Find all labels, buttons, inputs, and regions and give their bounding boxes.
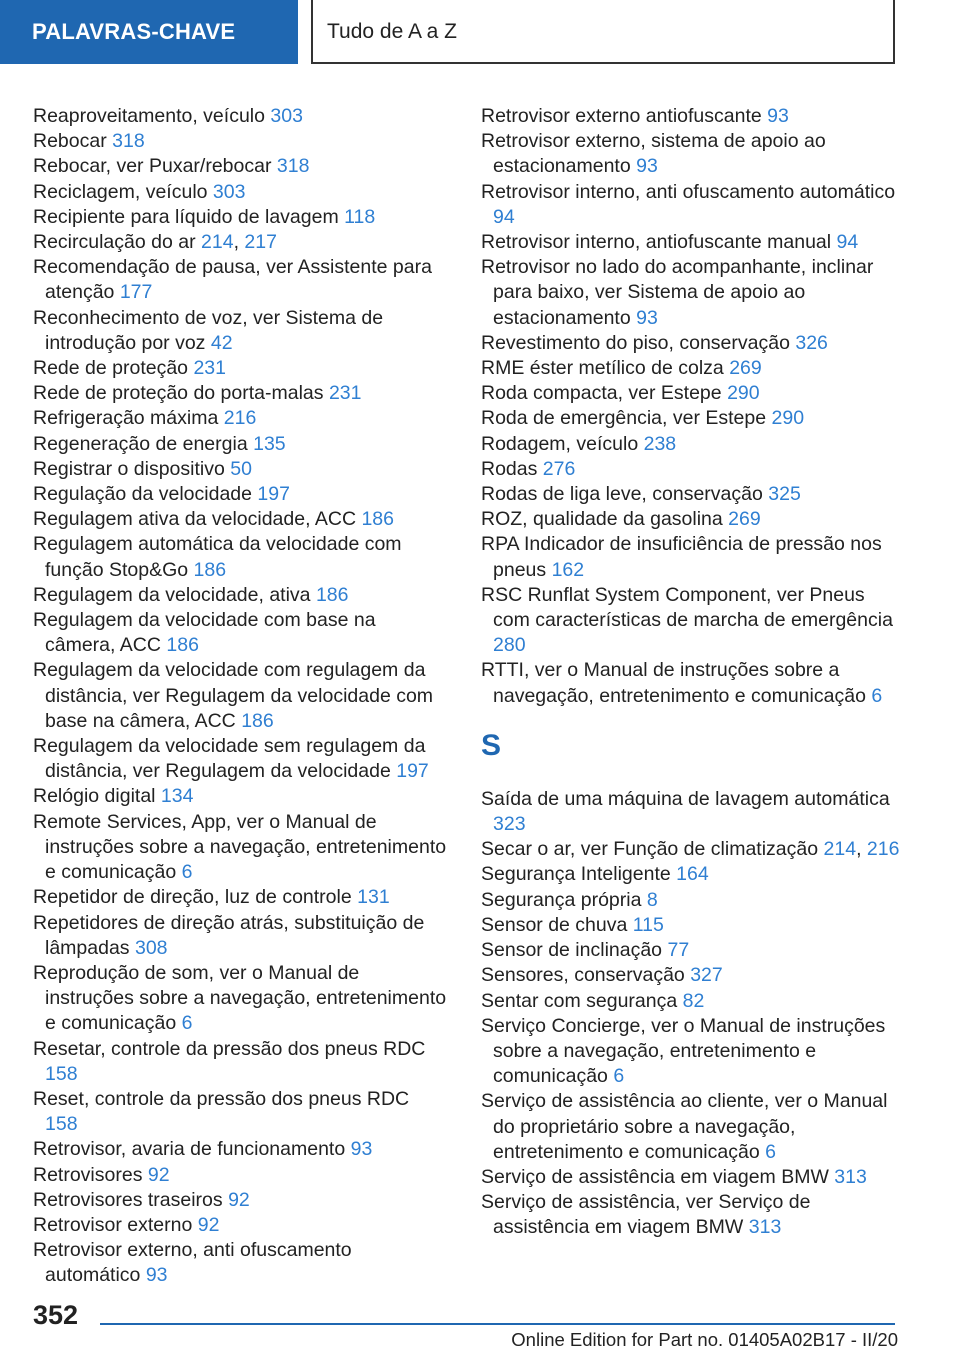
page-reference-link[interactable]: 186 [241, 709, 274, 732]
index-entry [33, 1137, 447, 1162]
page-reference-link[interactable]: 92 [147, 1163, 170, 1186]
index-entry [481, 356, 901, 381]
page-reference-link[interactable]: 214 [201, 231, 234, 254]
index-entry-term: Rebocar [33, 130, 107, 153]
index-entry [33, 104, 447, 129]
index-entry-term: Recomendação de pausa, ver Assistente para atenção [33, 256, 432, 304]
index-entry [33, 911, 447, 961]
index-entry [33, 734, 447, 784]
index-entry-term: Revestimento do piso, conservação [481, 331, 790, 354]
page-reference-link[interactable]: 276 [542, 457, 576, 480]
page-reference-link[interactable]: 290 [727, 382, 760, 405]
index-entry [33, 1037, 447, 1087]
page-reference-link[interactable]: 197 [257, 483, 290, 506]
index-entry [481, 457, 901, 482]
page-reference-link[interactable]: 93 [350, 1138, 373, 1161]
index-entry-term: Roda compacta, ver Estepe [481, 382, 722, 405]
footer-edition-text: Online Edition for Part no. 01405A02B17 - II/20 [511, 1329, 898, 1350]
index-entry-term: Retrovisor externo, anti ofuscamento automático [33, 1239, 352, 1287]
index-entry-term: Rede de proteção [33, 357, 189, 380]
index-entry-term: Recirculação do ar [33, 231, 196, 254]
index-group-s [481, 787, 901, 1241]
index-entry-term: Roda de emergência, ver Estepe [481, 407, 767, 430]
index-entry [481, 507, 901, 532]
index-entry-term: Repetidores de direção atrás, substituição de lâmpadas [33, 911, 425, 959]
page-reference-link[interactable]: 303 [270, 105, 303, 127]
index-entry: Secar o ar, ver Função de climatização 214, 216 [481, 838, 900, 861]
index-entry-term: RTTI, ver o Manual de instruções sobre a navegação, entretenimento e comunicação [481, 659, 866, 707]
index-entry [481, 331, 901, 356]
index-entry-term: Segurança Inteligente [481, 863, 671, 886]
index-entry [481, 432, 901, 457]
index-entry [33, 482, 447, 507]
index-entry-term: Retrovisor interno, antiofuscante manual [481, 231, 832, 254]
index-entry-term: Segurança própria [481, 888, 642, 911]
page-reference-link[interactable]: 92 [197, 1213, 220, 1236]
index-entry [33, 608, 447, 658]
index-entry [481, 406, 901, 431]
index-entry-term: Reprodução de som, ver o Manual de instruções sobre a navegação, entretenimento e comunicação [33, 961, 447, 1035]
index-entry [33, 1087, 447, 1137]
page-reference-link[interactable]: 214 [823, 838, 857, 861]
index-entry [33, 255, 447, 305]
index-column-left [33, 104, 447, 1289]
index-entry-term: Recipiente para líquido de lavagem [33, 205, 339, 228]
index-entry [33, 154, 447, 179]
page-reference-link[interactable]: 325 [768, 483, 801, 506]
index-entry [33, 810, 447, 886]
index-entry-term: Regulagem da velocidade sem regulagem da distância, ver Regulagem da velocidade [33, 735, 426, 783]
index-entry-term: Reconhecimento de voz, ver Sistema de introdução por voz [33, 306, 384, 354]
index-entry-term: Retrovisores [33, 1163, 143, 1186]
index-entry [33, 180, 447, 205]
page-reference-link[interactable]: 93 [145, 1264, 168, 1287]
page-reference-link[interactable]: 162 [551, 558, 585, 581]
page-reference-link[interactable]: 77 [667, 939, 690, 962]
page-reference-link[interactable]: 42 [210, 331, 233, 354]
index-entry [33, 432, 447, 457]
page-reference-link[interactable]: 269 [729, 357, 762, 380]
index-entry-term: Retrovisor interno, anti ofuscamento automático [481, 180, 896, 203]
page-reference-link[interactable]: 94 [836, 231, 859, 254]
index-entry-term: Rodas [481, 457, 538, 480]
index-entry [481, 1089, 901, 1165]
page-reference-link[interactable]: 135 [253, 432, 286, 455]
index-entry-term: Retrovisor externo, sistema de apoio ao estacionamento [481, 130, 826, 178]
index-entry [33, 406, 447, 431]
index-entry [33, 885, 447, 910]
index-entry [481, 104, 901, 129]
page-reference-link[interactable]: 8 [646, 888, 658, 911]
page-reference-link[interactable]: 216 [223, 407, 257, 430]
index-entry-term: Regulagem da velocidade com base na câmera, ACC [33, 609, 376, 657]
page-reference-link[interactable]: 186 [193, 558, 227, 581]
index-entry [481, 255, 901, 331]
index-entry-term: Regulagem automática da velocidade com função Stop&Go [33, 533, 402, 581]
index-entry-term: Secar o ar, ver Função de climatização [481, 838, 819, 861]
index-entry [481, 963, 901, 988]
page-reference-link[interactable]: 186 [361, 508, 394, 531]
index-entry-term: Repetidor de direção, luz de controle [33, 886, 352, 909]
index-entry-term: Regulagem da velocidade, ativa [33, 583, 311, 606]
page-reference-link[interactable]: 326 [795, 331, 828, 354]
index-entry-term: Remote Services, App, ver o Manual de instruções sobre a navegação, entretenimento e comunicação [33, 810, 447, 884]
page-reference-link[interactable]: 186 [166, 634, 199, 657]
index-entry: Recirculação do ar 214, 217 [33, 231, 277, 254]
index-entry-term: Serviço Concierge, ver o Manual de instruções sobre a navegação, entretenimento e comunicação [481, 1014, 886, 1088]
page-number: 352 [33, 1300, 79, 1330]
page-title: Tudo de A a Z [327, 20, 457, 43]
index-entry-term: Reciclagem, veículo [33, 180, 208, 203]
index-entry [481, 658, 901, 708]
index-entry-term: Regeneração de energia [33, 432, 248, 455]
page-reference-link[interactable]: 231 [328, 382, 362, 405]
index-entry-term: RME éster metílico de colza [481, 357, 724, 380]
page-reference-link[interactable]: 313 [834, 1165, 867, 1188]
page-reference-link[interactable]: 164 [676, 863, 709, 886]
index-entry-term: Regulagem da velocidade com regulagem da distância, ver Regulagem da velocidade com base na câmera, ACC [33, 659, 434, 732]
index-entry [33, 658, 447, 734]
index-entry-term: ROZ, qualidade da gasolina [481, 508, 723, 531]
index-entry [33, 1188, 447, 1213]
page-reference-link[interactable]: 280 [493, 634, 526, 657]
page-reference-link[interactable]: 93 [636, 155, 658, 178]
index-entry [481, 230, 901, 255]
index-entry [33, 1213, 447, 1238]
section-letter-heading: S [481, 728, 502, 762]
page-reference-link[interactable]: 308 [134, 936, 168, 959]
index-entry [481, 532, 901, 582]
index-entry-term: RSC Runflat System Component, ver Pneus com características de marcha de emergência [481, 583, 893, 632]
index-entry [481, 787, 901, 837]
index-entry [33, 784, 447, 809]
index-entry-term: Sensores, conservação [481, 964, 685, 987]
index-entry [481, 938, 901, 963]
index-entry [481, 129, 901, 179]
footer-rule [100, 1323, 895, 1325]
page-reference-link[interactable]: 134 [160, 785, 194, 808]
page-header [311, 0, 895, 64]
page-reference-link[interactable]: 94 [493, 205, 515, 228]
index-entry-term: Retrovisor, avaria de funcionamento [33, 1138, 346, 1161]
page-reference-link[interactable]: 92 [228, 1188, 250, 1211]
index-entry [33, 457, 447, 482]
index-entry [481, 1165, 901, 1190]
index-column-right [481, 104, 901, 1241]
index-entry [33, 507, 447, 532]
page-reference-link[interactable]: 323 [493, 813, 526, 836]
index-entry-term: Serviço de assistência, ver Serviço de assistência em viagem BMW [481, 1191, 811, 1239]
index-entry-term: Serviço de assistência ao cliente, ver o Manual do proprietário sobre a navegação, entretenimento e comunicação [481, 1090, 888, 1163]
section-tab-label: PALAVRAS-CHAVE [32, 19, 236, 44]
index-entry [481, 888, 901, 913]
index-entry [33, 129, 447, 154]
page-reference-link[interactable]: 115 [632, 913, 664, 936]
page-reference-link[interactable]: 82 [682, 989, 705, 1012]
page-reference-link[interactable]: 216 [866, 838, 900, 861]
index-entry-term: Retrovisor externo [33, 1213, 193, 1236]
index-entry [481, 913, 901, 938]
index-entry-term: Serviço de assistência em viagem BMW [481, 1165, 829, 1188]
index-entry-term: Retrovisor externo antiofuscante [481, 105, 762, 127]
index-entry-term: Reaproveitamento, veículo [33, 105, 265, 127]
index-entry [481, 180, 901, 230]
page-reference-link[interactable]: 290 [771, 407, 805, 430]
page-reference-link[interactable]: 6 [181, 861, 193, 884]
page-reference-link[interactable]: 177 [119, 281, 153, 304]
index-entry-term: Rede de proteção do porta-malas [33, 382, 324, 405]
index-entry-term: Saída de uma máquina de lavagem automática [481, 787, 890, 810]
page-reference-link[interactable]: 6 [613, 1065, 625, 1088]
page-reference-link[interactable]: 131 [357, 886, 390, 909]
index-entry-term: Sentar com segurança [481, 989, 678, 1012]
page-reference-link[interactable]: 50 [230, 457, 252, 480]
index-entry-term: Regulagem ativa da velocidade, ACC [33, 508, 357, 531]
index-entry-term: Retrovisor no lado do acompanhante, inclinar para baixo, ver Sistema de apoio ao estacionamento [481, 256, 874, 329]
index-entry [33, 356, 447, 381]
index-entry [33, 583, 447, 608]
page-reference-link[interactable]: 158 [45, 1113, 78, 1136]
index-entry-term: Rebocar, ver Puxar/rebocar [33, 155, 272, 178]
page-reference-link[interactable]: 158 [45, 1062, 78, 1085]
page-reference-link[interactable]: 327 [690, 964, 723, 987]
index-entry [481, 482, 901, 507]
page-reference-link[interactable]: 269 [728, 508, 761, 531]
page-reference-link[interactable]: 93 [636, 306, 658, 329]
index-entry-term: Reset, controle da pressão dos pneus RDC [33, 1087, 410, 1110]
index-entry-term: Resetar, controle da pressão dos pneus RDC [33, 1037, 426, 1060]
index-entry-term: Relógio digital [33, 785, 156, 808]
page-reference-link[interactable]: 186 [315, 583, 349, 606]
index-entry-term: Rodagem, veículo [481, 432, 639, 455]
index-entry [481, 989, 901, 1014]
index-entry [33, 1163, 447, 1188]
page-reference-link[interactable]: 217 [244, 231, 277, 254]
page-reference-link[interactable]: 93 [767, 105, 789, 127]
index-entry-term: Rodas de liga leve, conservação [481, 483, 763, 506]
index-entry-term: Sensor de chuva [481, 913, 628, 936]
page-reference-link[interactable]: 318 [276, 155, 310, 178]
page-reference-link[interactable]: 313 [748, 1216, 782, 1239]
index-entry-term: Retrovisores traseiros [33, 1188, 223, 1211]
page-reference-link[interactable]: 6 [871, 684, 883, 707]
index-entry [481, 1190, 901, 1240]
index-entry-term: Sensor de inclinação [481, 939, 663, 962]
index-entry-term: RPA Indicador de insuficiência de pressão nos pneus [481, 533, 882, 581]
index-entry [33, 1238, 447, 1288]
index-entry [33, 306, 447, 356]
page-reference-link[interactable]: 303 [212, 180, 246, 203]
page-reference-link[interactable]: 231 [193, 357, 226, 380]
index-entry-term: Regulação da velocidade [33, 483, 252, 506]
index-entry [481, 583, 901, 659]
index-entry [33, 532, 447, 582]
page-reference-link[interactable]: 118 [344, 205, 376, 228]
index-entry [33, 961, 447, 1037]
page-reference-link[interactable]: 238 [643, 432, 677, 455]
page-reference-link[interactable]: 197 [396, 760, 429, 783]
index-entry [33, 205, 447, 230]
index-entry [481, 381, 901, 406]
index-group-r [481, 104, 901, 709]
index-entry [481, 1014, 901, 1090]
index-entry-term: Refrigeração máxima [33, 407, 219, 430]
index-entry-term: Registrar o dispositivo [33, 457, 225, 480]
index-entry [33, 381, 447, 406]
page-reference-link[interactable]: 6 [181, 1012, 193, 1035]
index-entry [481, 862, 901, 887]
page-reference-link[interactable]: 318 [112, 130, 145, 153]
section-tab[interactable] [0, 0, 298, 64]
page-reference-link[interactable]: 6 [765, 1140, 776, 1163]
